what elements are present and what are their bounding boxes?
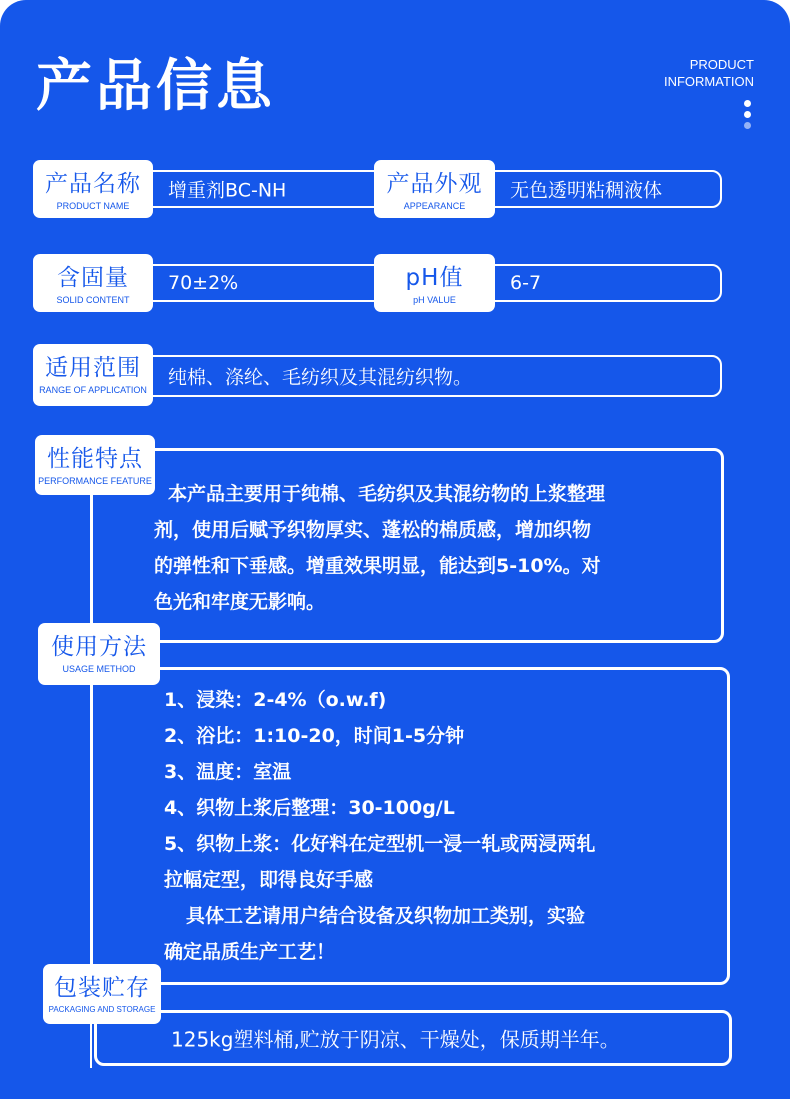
application-label-en: RANGE OF APPLICATION <box>39 385 147 395</box>
storage-label-cn: 包装贮存 <box>54 975 150 1001</box>
usage-line-2: 2、浴比：1:10-20，时间1-5分钟 <box>164 725 465 747</box>
product-name-value-box <box>140 170 388 208</box>
usage-text <box>164 682 595 970</box>
performance-label-en: PERFORMANCE FEATURE <box>38 476 152 486</box>
storage-box <box>94 1010 732 1066</box>
storage-label <box>43 964 161 1024</box>
usage-line-1: 1、浸染：2-4%（o.w.f) <box>164 689 387 711</box>
appearance-value-box <box>480 170 722 208</box>
performance-label-cn: 性能特点 <box>47 446 143 472</box>
ph-label-en: pH VALUE <box>413 295 456 305</box>
solid-content-label <box>33 254 153 312</box>
appearance-value: 无色透明粘稠液体 <box>510 179 663 202</box>
usage-line-5: 5、织物上浆：化好料在定型机一浸一轧或两浸两轧 <box>164 833 596 855</box>
application-value: 纯棉、涤纶、毛纺织及其混纺织物。 <box>168 366 473 389</box>
usage-line-6: 拉幅定型，即得良好手感 <box>164 869 374 891</box>
performance-label <box>35 435 155 495</box>
page-title: 产品信息 <box>36 54 276 119</box>
ph-label <box>374 254 495 312</box>
ph-label-cn: pH值 <box>405 265 464 291</box>
usage-line-7: 具体工艺请用户结合设备及织物加工类别，实验 <box>186 905 586 927</box>
usage-label-cn: 使用方法 <box>51 634 147 660</box>
storage-label-en: PACKAGING AND STORAGE <box>48 1005 156 1014</box>
storage-text: 125kg塑料桶,贮放于阴凉、干燥处，保质期半年。 <box>171 1027 620 1052</box>
subtitle-line-2: INFORMATION <box>663 74 754 89</box>
ph-value-box <box>480 264 722 302</box>
product-name-value: 增重剂BC-NH <box>168 179 287 202</box>
solid-content-label-en: SOLID CONTENT <box>56 295 130 305</box>
performance-line-2: 剂，使用后赋予织物厚实、蓬松的棉质感，增加织物 <box>154 519 592 541</box>
product-name-label <box>33 160 153 218</box>
solid-content-value: 70±2% <box>168 272 239 294</box>
appearance-label-cn: 产品外观 <box>386 171 483 197</box>
usage-label-en: USAGE METHOD <box>62 664 136 674</box>
subtitle-line-1: PRODUCT <box>689 57 754 72</box>
more-dots-icon <box>744 100 752 133</box>
product-name-label-en: PRODUCT NAME <box>56 201 130 211</box>
application-label-cn: 适用范围 <box>45 355 141 381</box>
performance-text <box>154 476 605 620</box>
application-label <box>33 344 153 406</box>
appearance-label <box>374 160 495 218</box>
usage-label <box>38 623 160 685</box>
solid-content-label-cn: 含固量 <box>57 265 129 291</box>
usage-line-4: 4、织物上浆后整理：30-100g/L <box>164 797 455 819</box>
solid-content-value-box <box>140 264 388 302</box>
product-name-label-cn: 产品名称 <box>45 171 141 197</box>
application-value-box <box>140 355 722 397</box>
usage-line-8: 确定品质生产工艺！ <box>164 941 336 963</box>
page-subtitle-en <box>664 56 754 90</box>
usage-line-3: 3、温度：室温 <box>164 761 292 783</box>
performance-line-3: 的弹性和下垂感。增重效果明显，能达到5-10%。对 <box>154 555 601 577</box>
appearance-label-en: APPEARANCE <box>403 201 466 211</box>
performance-line-4: 色光和牢度无影响。 <box>154 591 326 613</box>
performance-line-1: 本产品主要用于纯棉、毛纺织及其混纺物的上浆整理 <box>168 483 606 505</box>
ph-value: 6-7 <box>510 272 542 294</box>
